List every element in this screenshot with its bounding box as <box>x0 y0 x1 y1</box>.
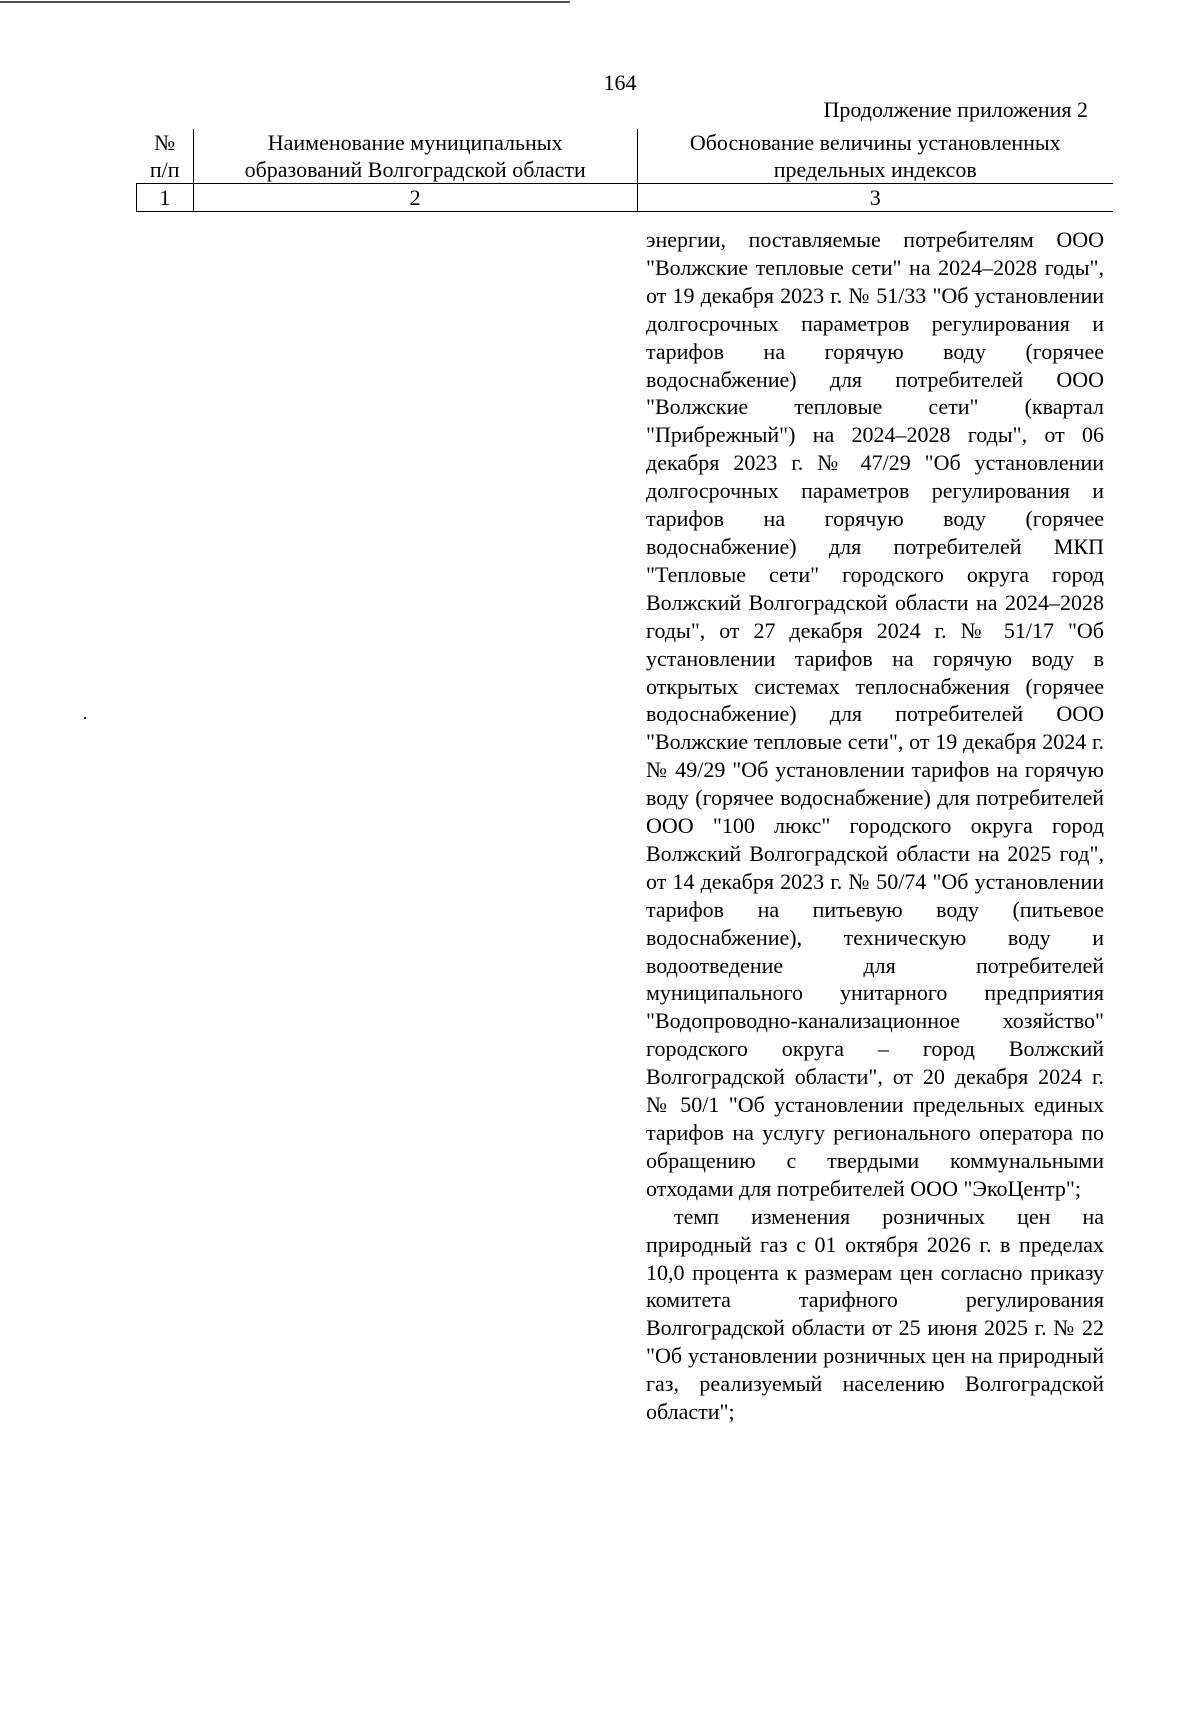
scan-border-line <box>0 1 570 3</box>
table-header-row <box>137 129 1114 184</box>
header-cell-justification <box>637 129 1113 184</box>
column-number-row <box>137 184 1114 212</box>
header-cell-justification-line1: Обоснование величины установленных <box>689 130 1061 155</box>
column-number-3: 3 <box>637 184 1113 212</box>
column-number-1: 1 <box>137 184 194 212</box>
justification-paragraph-1: энергии, поставляемые потребителям ООО "Волжские тепловые сети" на 2024–2028 годы", от 19 декабря 2023 г. № 51/33 "Об установлении долгосрочных параметров регулирования и тарифов на горячую воду (горячее водоснабжение) для потребителей ООО "Волжские тепловые сети" (квартал "Прибрежный") на 2024–2028 годы", от 06 декабря 2023 г. № 47/29 "Об установлении долгосрочных параметров регулирования и тарифов на горячую воду (горячее водоснабжение) для потребителей МКП "Тепловые сети" городского округа город Волжский Волгоградской области на 2024–2028 годы", от 27 декабря 2024 г. № 51/17 "Об установлении тарифов на горячую воду в открытых системах теплоснабжения (горячее водоснабжение) для потребителей ООО "Волжские тепловые сети", от 19 декабря 2024 г. № 49/29 "Об установлении тарифов на горячую воду (горячее водоснабжение) для потребителей ООО "100 люкс" городского округа город Волжский Волгоградской области на 2025 год", от 14 декабря 2023 г. № 50/74 "Об установлении тарифов на питьевую воду (питьевое водоснабжение), техническую воду и водоотведение для потребителей муниципального унитарного предприятия "Водопроводно-канализационное хозяйство" городского округа – город Волжский Волгоградской области", от 20 декабря 2024 г. № 50/1 "Об установлении предельных единых тарифов на услугу регионального оператора по обращению с твердыми коммунальными отходами для потребителей ООО "ЭкоЦентр"; <box>646 227 1104 1201</box>
header-table <box>136 129 1113 212</box>
continuation-title: Продолжение приложения 2 <box>823 97 1088 122</box>
header-cell-municipality-line2: образований Волгоградской области <box>244 157 586 182</box>
header-cell-justification-line2: предельных индексов <box>773 157 977 182</box>
column-number-2: 2 <box>193 184 637 212</box>
header-cell-municipality <box>193 129 637 184</box>
header-cell-municipality-line1: Наименование муниципальных <box>267 130 563 155</box>
scan-speck <box>84 717 86 719</box>
header-cell-number-line1: № <box>154 130 176 155</box>
page-number: 164 <box>603 70 637 95</box>
justification-paragraph-2: темп изменения розничных цен на природный газ с 01 октября 2026 г. в пределах 10,0 процента к размерам цен согласно приказу комитета тарифного регулирования Волгоградской области от 25 июня 2025 г. № 22 "Об установлении розничных цен на природный газ, реализуемый населению Волгоградской области"; <box>646 1203 1104 1425</box>
justification-text <box>646 226 1104 1426</box>
header-cell-number-line2: п/п <box>149 157 180 182</box>
header-cell-number <box>137 129 194 184</box>
